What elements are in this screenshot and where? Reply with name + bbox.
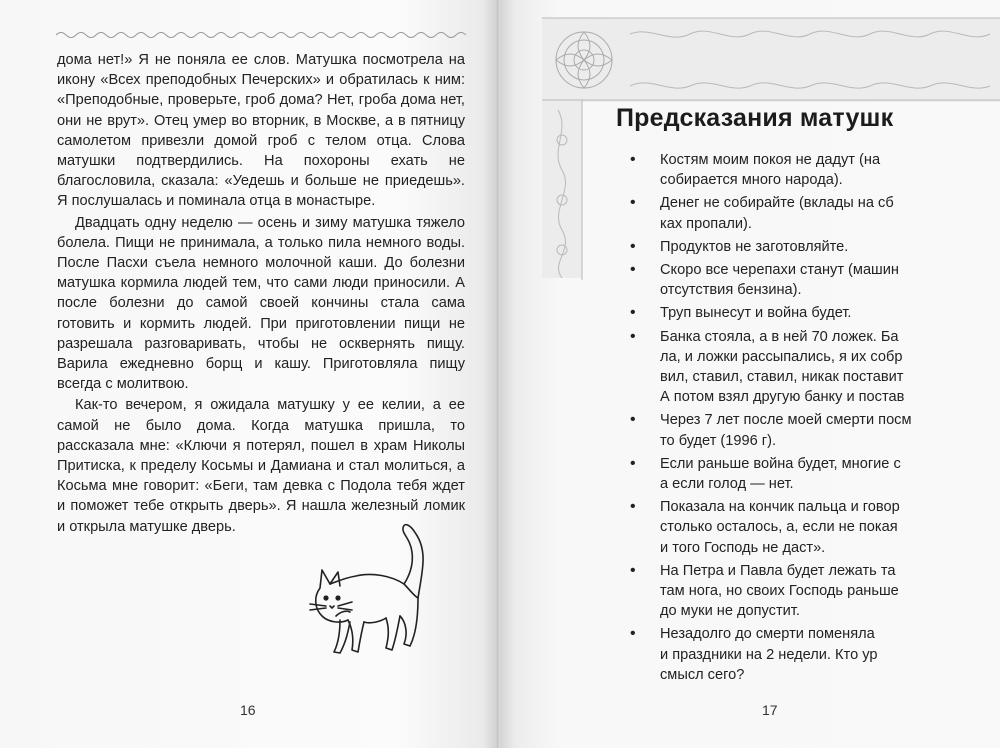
- predictions-list: [628, 150, 1000, 688]
- wavy-divider-icon: [56, 30, 466, 40]
- list-item-line: вил, ставил, ставил, никак поставит: [660, 369, 904, 386]
- list-item-line: • Труп вынесут и война будет.: [660, 305, 852, 322]
- list-item-line: и того Господь не даст».: [660, 539, 826, 556]
- list-item-line: собирается много народа).: [660, 172, 843, 189]
- list-item-line: ках пропали).: [660, 215, 752, 232]
- list-item-line: отсутствия бензина).: [660, 282, 802, 299]
- page-number-right: 17: [762, 702, 778, 718]
- left-page-text: [57, 50, 465, 537]
- list-item: [628, 454, 1000, 494]
- page-number-left: 16: [240, 702, 256, 718]
- list-item-line: • Если раньше война будет, многие с: [660, 455, 901, 472]
- paragraph: Двадцать одну неделю — осень и зиму матушка тяжело болела. Пищи не принимала, а только пила немного воды. После Пасхи съела немного молочной каши. До болезни матушка кормила людей тем, что сами люди приносили. А после болезни до самой своей кончины стала сама готовить и кормить людей. При приготовлении пищи не разрешала разговаривать, чтобы не осквернять пищу. Варила ежедневно борщ и кашу. Приготовляла пищу всегда с молитвою.: [57, 214, 465, 393]
- list-item: [628, 150, 1000, 190]
- page-title: Предсказания матушк: [616, 104, 894, 132]
- list-item: [628, 193, 1000, 233]
- list-item: [628, 410, 1000, 450]
- list-item-line: то будет (1996 г).: [660, 432, 777, 449]
- left-page: [0, 0, 498, 748]
- paragraph: Как-то вечером, я ожидала матушку у ее келии, а ее самой не было дома. Когда матушка пришла, то рассказала мне: «Ключи я потерял, пошел в храм Николы Притиска, к пределу Косьмы и Дамиана и стал молиться, а Косьма мне говорит: «Беги, там девка с Подола тебя ждет и поможет тебе открыть дверь». Я нашла железный ломик и открыла матушке дверь.: [57, 397, 465, 535]
- list-item: [628, 624, 1000, 685]
- list-item-line: смысл сего?: [660, 666, 745, 683]
- list-item-line: • Банка стояла, а в ней 70 ложек. Ба: [660, 328, 899, 345]
- list-item: [628, 303, 1000, 323]
- list-item-line: • На Петра и Павла будет лежать та: [660, 562, 896, 579]
- list-item-line: • Скоро все черепахи станут (машин: [660, 262, 899, 279]
- right-page: [500, 0, 1000, 748]
- list-item-line: • Продуктов не заготовляйте.: [660, 238, 849, 255]
- list-item-line: и праздники на 2 недели. Кто ур: [660, 646, 878, 663]
- list-item: [628, 497, 1000, 558]
- list-item: [628, 260, 1000, 300]
- list-item: [628, 561, 1000, 622]
- paragraph: дома нет!» Я не поняла ее слов. Матушка посмотрела на икону «Всех преподобных Печерских» и обратилась к ним: «Преподобные, проверьте, гроб дома? Нет, гроба дома нет, они не врут». Отец умер во вторник, в Москве, а в пятницу самолетом привезли домой гроб с телом отца. Слова матушки подтвердились. На похороны ехать не благословила, сказала: «Уедешь и больше не приедешь». Я послушалась и поминала отца в монастыре.: [57, 52, 465, 210]
- list-item-line: а если голод — нет.: [660, 476, 794, 493]
- list-item-line: до муки не допустит.: [660, 603, 800, 620]
- list-item-line: • Денег не собирайте (вклады на сб: [660, 195, 894, 212]
- list-item: [628, 237, 1000, 257]
- list-item-line: • Показала на кончик пальца и говор: [660, 499, 900, 516]
- list-item-line: А потом взял другую банку и постав: [660, 389, 905, 406]
- list-item-line: • Незадолго до смерти поменяла: [660, 626, 875, 643]
- list-item-line: там нога, но своих Господь раньше: [660, 583, 899, 600]
- cat-illustration-icon: [300, 512, 450, 662]
- list-item-line: ла, и ложки рассыпались, я их собр: [660, 348, 903, 365]
- list-item-line: столько осталось, а, если не покая: [660, 519, 898, 536]
- list-item-line: • Костям моим покоя не дадут (на: [660, 152, 881, 168]
- list-item: [628, 327, 1000, 408]
- list-item-line: • Через 7 лет после моей смерти посм: [660, 412, 912, 429]
